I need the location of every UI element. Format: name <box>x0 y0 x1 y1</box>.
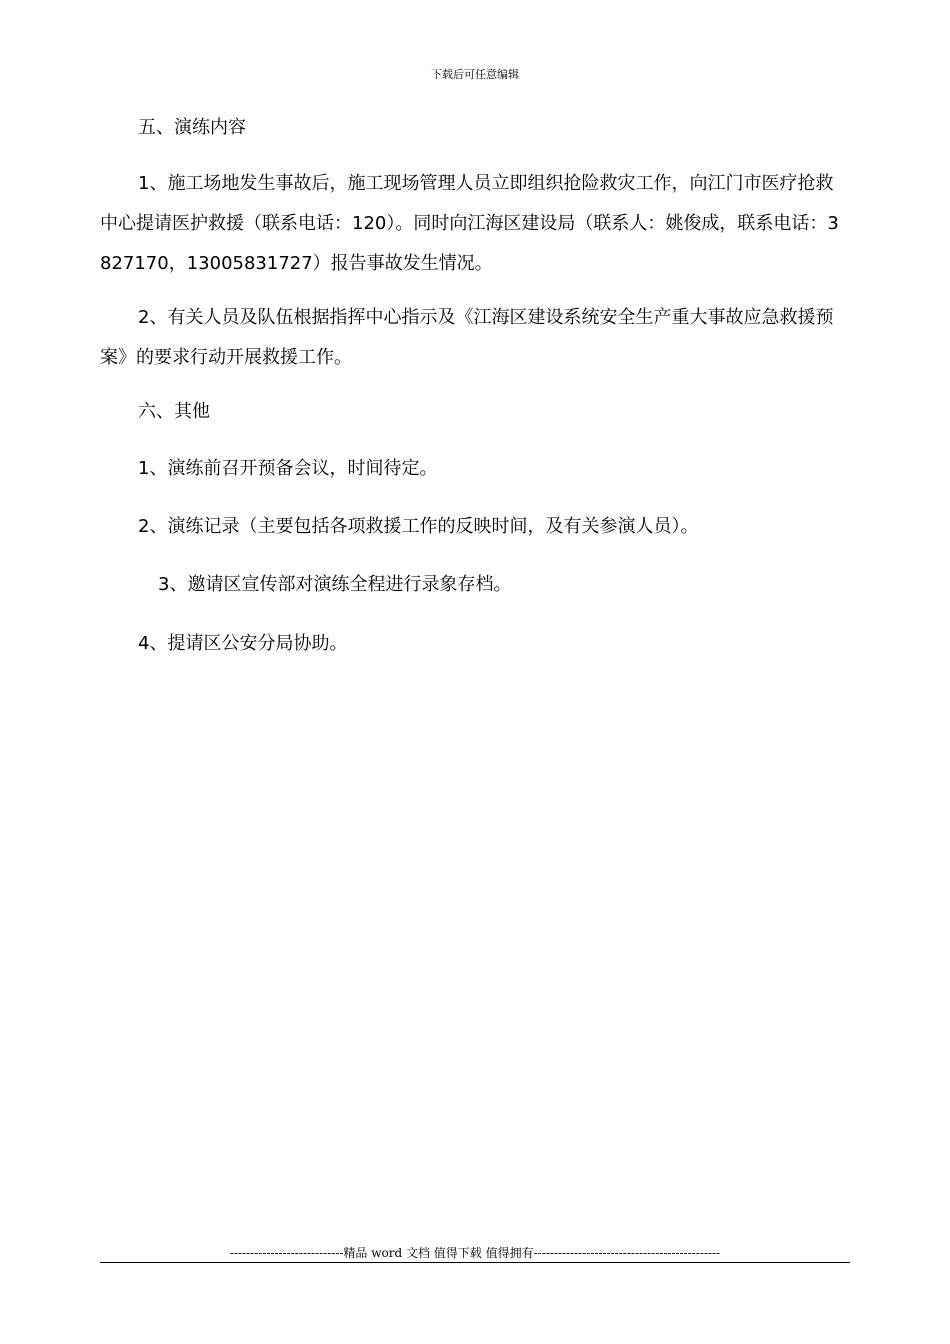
section-five-title: 五、演练内容 <box>138 117 246 138</box>
section-five-paragraph-1: 1、施工场地发生事故后，施工现场管理人员立即组织抢险救灾工作，向江门市医疗抢救中心提请医护救援（联系电话：120）。同时向江海区建设局（联系人：姚俊成，联系电话：3827170，13005831727）报告事故发生情况。 <box>100 173 839 274</box>
section-six-item-3: 3、邀请区宣传部对演练全程进行录象存档。 <box>158 574 512 595</box>
section-six-title: 六、其他 <box>138 401 210 422</box>
page-header-note: 下载后可任意编辑 <box>431 68 519 81</box>
section-five-paragraph-2: 2、有关人员及队伍根据指挥中心指示及《江海区建设系统安全生产重大事故应急救援预案》的要求行动开展救援工作。 <box>100 307 834 368</box>
section-six-item-4: 4、提请区公安分局协助。 <box>138 633 348 654</box>
page-footer-text: ----------------------------精品 word 文档 值得下载 值得拥有---------------------------------------------- <box>229 1246 721 1260</box>
section-six-item-1: 1、演练前召开预备会议，时间待定。 <box>138 458 438 479</box>
footer-divider <box>100 1262 850 1263</box>
section-six-item-2: 2、演练记录（主要包括各项救援工作的反映时间，及有关参演人员）。 <box>138 516 699 537</box>
